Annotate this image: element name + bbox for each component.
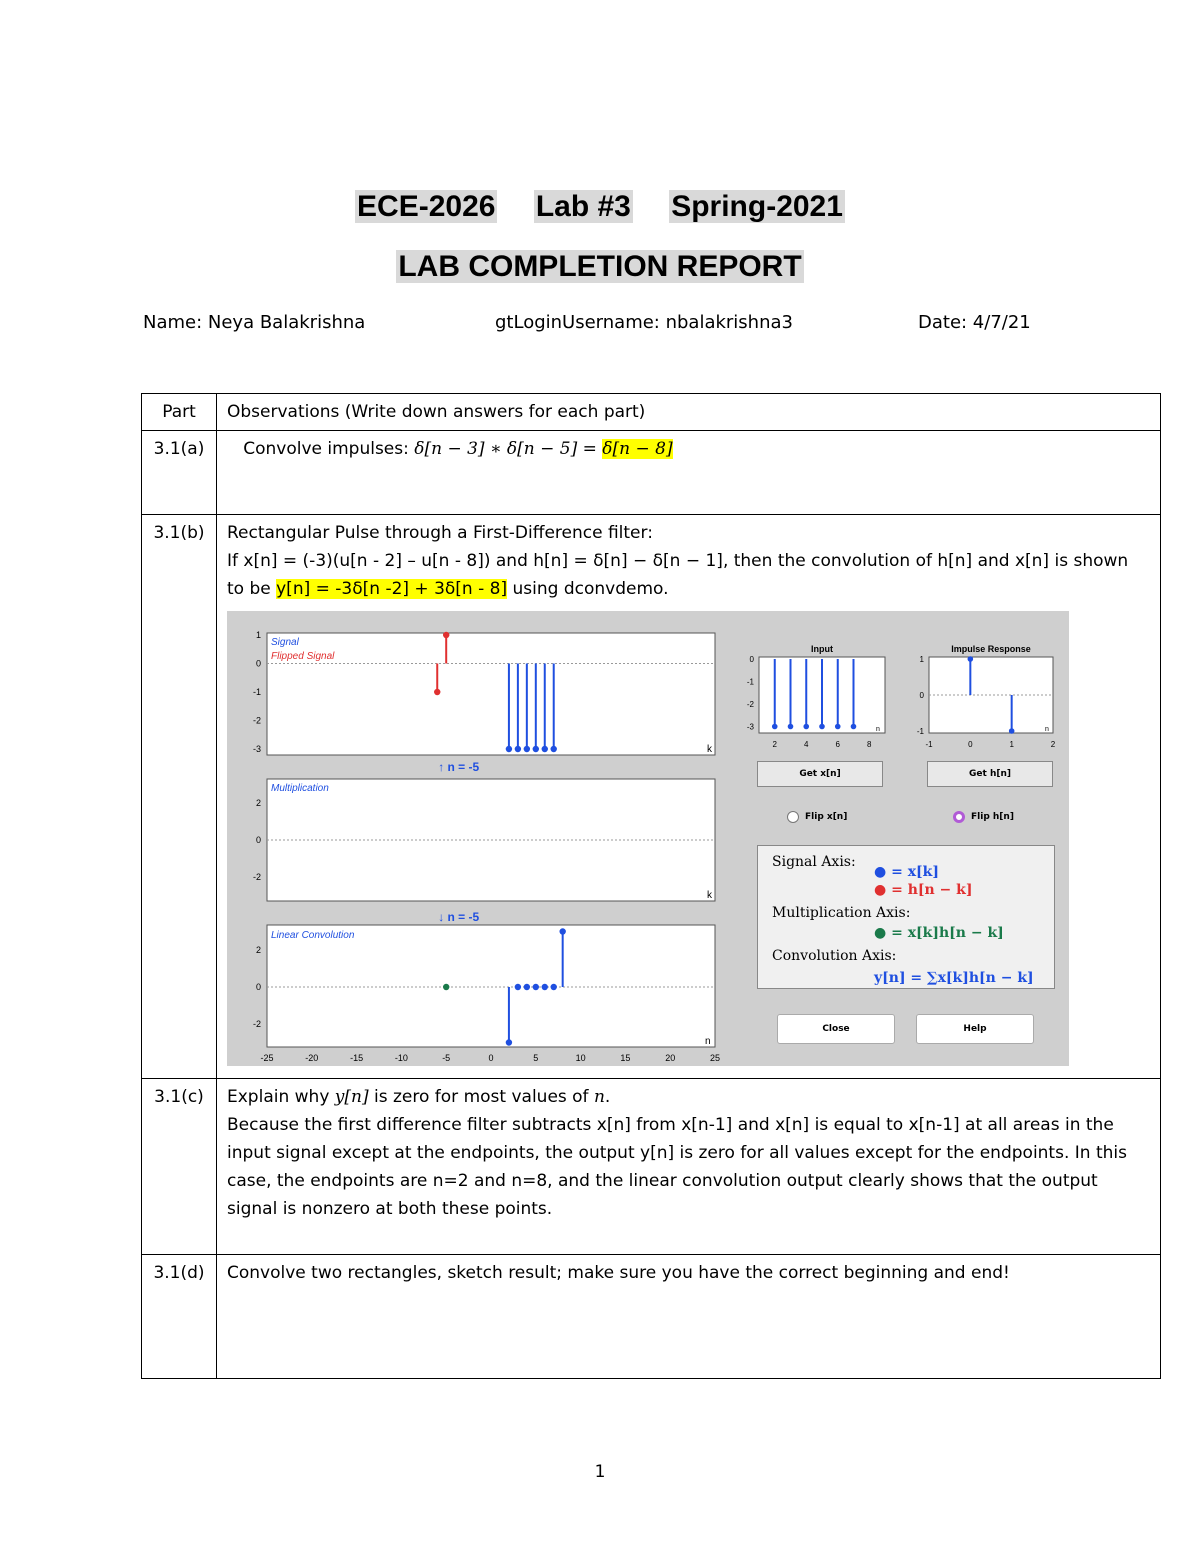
- legend-sig1: ● = x[k]: [874, 864, 939, 880]
- table-row: 3.1(b) Rectangular Pulse through a First-Difference filter: If x[n] = (-3)(u[n - 2] – u[n - 8]) and h[n] = δ[n] − δ[n − 1], then the convolution of h[n] and x[n] is shown to be y[n] = -3δ[n -2] + 3δ[n - 8] using dconvdemo. 1 0 -1 -2 -3 Signal Flipped Signal k ↑ n = -5 2 0 -2 Multiplication k ↓ n = -5 2 0 -2 Linear Convolution n -25 -20 -15 -10 -5 0 5 10 15 20 25 Input 0 -1 -2 -3 2 4 6 8 n Impulse Response 1 0 -1 -1 0 1 2 n Get x[n] Get h[n] Flip x[n] Flip h[n] Signal Axis: ● = x[k] ● = h[n − k] Multiplication Axis: ● = x[k]h[n − k] Convolution Axis: y[n] = ∑x[k]h[n − k] Close Help: [142, 515, 1161, 1079]
- dconvdemo-figure: [227, 611, 1069, 1066]
- row-answer: y[n] = -3δ[n -2] + 3δ[n - 8]: [276, 579, 508, 599]
- report-course-header: [0, 190, 1200, 224]
- conv-xtick: -15: [350, 1053, 364, 1063]
- conv-xtick: 15: [620, 1053, 631, 1063]
- conv-xtick: 5: [533, 1053, 539, 1063]
- legend-conv-axis: Convolution Axis:: [772, 948, 897, 964]
- conv-xtick: -5: [442, 1053, 451, 1063]
- signal-ytick: -3: [252, 744, 261, 754]
- signal-point: [515, 746, 521, 752]
- legend-conv1: y[n] = ∑x[k]h[n − k]: [874, 970, 1034, 986]
- impulse-n-label: n: [1045, 726, 1049, 733]
- conv-xtick: -25: [260, 1053, 274, 1063]
- conv-xtick: -10: [394, 1053, 408, 1063]
- impulse-title: Impulse Response: [951, 644, 1031, 654]
- signal-ytick: 1: [255, 630, 261, 640]
- n-marker-down: ↓ n = -5: [438, 910, 480, 924]
- input-point: [803, 724, 809, 730]
- conv-xtick: 25: [709, 1053, 721, 1063]
- signal-k-label: k: [707, 744, 712, 755]
- mult-ytick: -2: [252, 872, 261, 882]
- signal-legend: Signal: [271, 637, 299, 648]
- impulse-xtick: -1: [925, 740, 933, 749]
- row-text: Convolve impulses:: [243, 439, 415, 459]
- signal-ytick: -2: [252, 715, 261, 726]
- conv-xtick: 10: [575, 1053, 586, 1063]
- conv-ytick: 2: [255, 945, 261, 955]
- legend-mult-axis: Multiplication Axis:: [772, 905, 911, 921]
- input-point: [788, 724, 794, 730]
- mult-legend: Multiplication: [271, 783, 329, 794]
- impulse-point: [1009, 728, 1015, 734]
- get-h-button[interactable]: Get h[n]: [927, 761, 1053, 787]
- input-ytick: -3: [746, 722, 754, 732]
- dconvdemo-plots: [227, 611, 1069, 1066]
- part-label: 3.1(c): [142, 1079, 217, 1255]
- table-row: [142, 1255, 1161, 1379]
- login-username: gtLoginUsername: nbalakrishna3: [495, 312, 793, 333]
- part-label: 3.1(b): [142, 515, 217, 1079]
- row-line2: If x[n] = (-3)(u[n - 2] – u[n - 8]) and h[n] = δ[n] − δ[n − 1], then the convolution of h[n] and x[n] is shown: [227, 551, 1129, 571]
- signal-ytick: -1: [252, 687, 261, 697]
- table-row: [142, 1079, 1161, 1255]
- mult-k-label: k: [707, 890, 712, 901]
- header-part: Part: [142, 394, 217, 431]
- observations-table: [141, 393, 1161, 1379]
- conv-point: [559, 928, 565, 934]
- impulse-ytick: 0: [919, 691, 924, 700]
- conv-n-label: n: [705, 1036, 711, 1047]
- signal-point: [524, 746, 530, 752]
- mult-ytick: 2: [255, 798, 261, 808]
- get-x-button[interactable]: Get x[n]: [757, 761, 883, 787]
- row-answer: δ[n − 8]: [602, 439, 673, 459]
- input-point: [772, 724, 778, 730]
- part-label: 3.1(a): [142, 431, 217, 515]
- conv-legend: Linear Convolution: [271, 930, 355, 941]
- impulse-point: [968, 656, 974, 662]
- input-n-label: n: [876, 726, 880, 733]
- conv-xtick: -20: [305, 1053, 319, 1063]
- impulse-xtick: 0: [968, 740, 973, 749]
- input-xtick: 8: [867, 740, 872, 749]
- conv-ytick: -2: [252, 1019, 261, 1029]
- flip-h-radio[interactable]: Flip h[n]: [953, 803, 1014, 831]
- input-xtick: 6: [835, 740, 840, 749]
- conv-xtick: 0: [488, 1053, 494, 1063]
- radio-on-icon: [953, 811, 965, 823]
- impulse-xtick: 1: [1009, 740, 1014, 749]
- conv-point: [551, 984, 557, 990]
- conv-point: [506, 1039, 512, 1045]
- input-title: Input: [811, 644, 833, 654]
- term: Spring-2021: [671, 190, 843, 223]
- flipped-point: [443, 632, 449, 638]
- signal-point: [542, 746, 548, 752]
- flipped-point: [434, 689, 440, 695]
- flipped-legend: Flipped Signal: [271, 651, 335, 662]
- flip-x-radio[interactable]: Flip x[n]: [787, 803, 847, 831]
- legend-mult1: ● = x[k]h[n − k]: [874, 925, 1004, 941]
- course-code: ECE-2026: [357, 190, 496, 223]
- row-line1: Rectangular Pulse through a First-Difference filter:: [227, 523, 653, 543]
- input-point: [851, 724, 857, 730]
- signal-point: [551, 746, 557, 752]
- conv-point: [524, 984, 530, 990]
- conv-ytick: 0: [255, 982, 261, 992]
- page-number: 1: [594, 1462, 606, 1482]
- legend-box: [757, 845, 1055, 989]
- impulse-ytick: 1: [919, 655, 924, 664]
- input-point: [835, 724, 841, 730]
- signal-point: [506, 746, 512, 752]
- help-button[interactable]: Help: [916, 1014, 1034, 1044]
- table-header-row: [142, 394, 1161, 431]
- row-math: δ[n − 3] ∗ δ[n − 5] =: [414, 439, 603, 459]
- row-text: Convolve two rectangles, sketch result; make sure you have the correct beginning and end!: [217, 1255, 1161, 1379]
- legend-signal-axis: Signal Axis:: [772, 854, 856, 870]
- row-question: Explain why y[n] is zero for most values of n.: [227, 1087, 611, 1107]
- signal-ytick: 0: [255, 658, 261, 669]
- legend-sig2: ● = h[n − k]: [874, 882, 973, 898]
- n-marker-up: ↑ n = -5: [438, 760, 480, 774]
- conv-point: [533, 984, 539, 990]
- row-answer: Because the first difference filter subtracts x[n] from x[n-1] and x[n] is equal to x[n-1] at all areas in the input signal except at the endpoints, the output y[n] is zero for all values except for the endpoints. In this case, the endpoints are n=2 and n=8, and the linear convolution output clearly shows that the output signal is nonzero at both these points.: [227, 1115, 1127, 1219]
- report-date: Date: 4/7/21: [918, 312, 1031, 333]
- input-ytick: -1: [746, 677, 754, 687]
- part-label: 3.1(d): [142, 1255, 217, 1379]
- impulse-xtick: 2: [1050, 740, 1056, 749]
- conv-xtick: 20: [665, 1053, 676, 1063]
- radio-off-icon: [787, 811, 799, 823]
- table-row: [142, 431, 1161, 515]
- student-name: Name: Neya Balakrishna: [143, 312, 366, 333]
- input-xtick: 4: [804, 740, 809, 749]
- close-button[interactable]: Close: [777, 1014, 895, 1044]
- input-ytick: 0: [749, 655, 754, 664]
- mult-ytick: 0: [255, 835, 261, 845]
- lab-number: Lab #3: [535, 190, 631, 223]
- header-observations: Observations (Write down answers for each part): [217, 394, 1161, 431]
- report-title: LAB COMPLETION REPORT: [398, 250, 802, 283]
- input-point: [819, 724, 825, 730]
- conv-point: [515, 984, 521, 990]
- impulse-ytick: -1: [916, 727, 924, 736]
- convolution-panel: [267, 925, 715, 1047]
- input-ytick: -2: [746, 700, 754, 709]
- conv-point: [542, 984, 548, 990]
- signal-point: [533, 746, 539, 752]
- input-xtick: 2: [772, 740, 777, 749]
- conv-point: [443, 984, 449, 990]
